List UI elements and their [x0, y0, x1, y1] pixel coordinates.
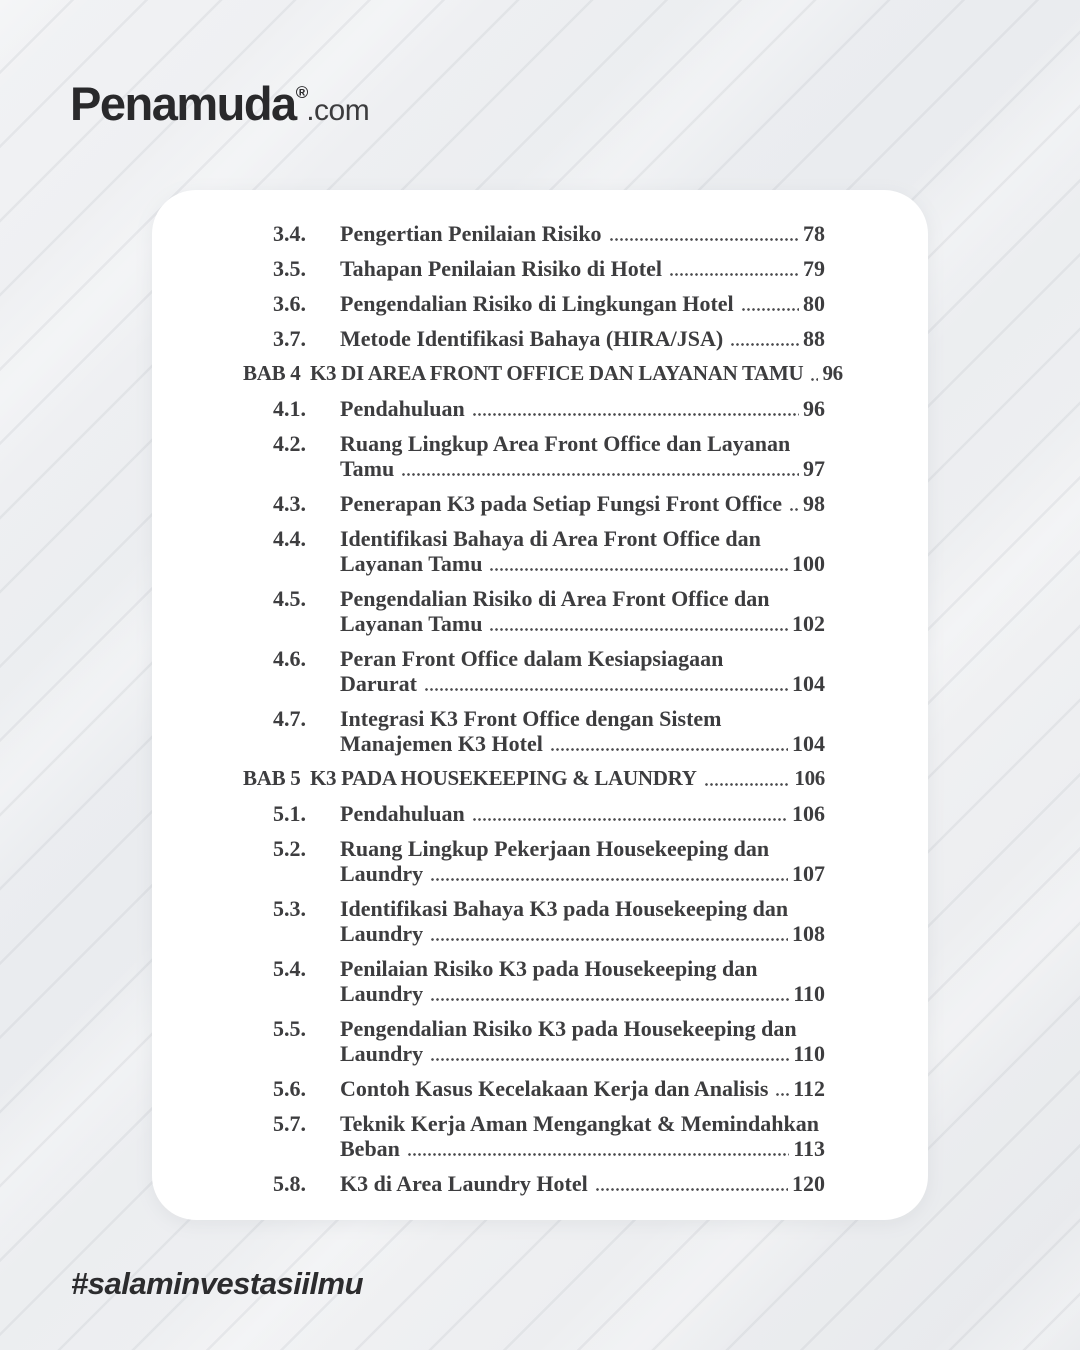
toc-entry-title: K3 di Area Laundry Hotel	[340, 1171, 588, 1196]
toc-entry-line	[273, 706, 825, 731]
toc-entry-number: 4.1.	[273, 396, 306, 421]
toc-entry-page-number: 79	[803, 256, 825, 281]
toc-entry-page-number: 80	[803, 291, 825, 316]
toc-entry-title: Pengendalian Risiko di Area Front Office dan	[340, 586, 770, 611]
toc-entry-page-number: 108	[792, 921, 825, 946]
toc-entry-title-continuation: Layanan Tamu	[340, 551, 483, 576]
toc-entry-title-continuation: Laundry	[340, 981, 424, 1006]
toc-entry-title: Ruang Lingkup Pekerjaan Housekeeping dan	[340, 836, 770, 861]
toc-entry-title: K3 PADA HOUSEKEEPING & LAUNDRY	[310, 766, 697, 790]
brand-name: Penamuda	[70, 77, 296, 130]
toc-entry-number: 4.7.	[273, 706, 306, 731]
registered-trademark-icon: ®	[295, 83, 309, 102]
toc-entry-title: Peran Front Office dalam Kesiapsiagaan	[340, 646, 724, 671]
toc-entry-page-number: 100	[792, 551, 825, 576]
dot-leader	[430, 986, 789, 1006]
toc-entry-line	[243, 361, 843, 386]
toc-entry-page-number: 96	[822, 361, 843, 385]
toc-entry-page-number: 98	[803, 491, 825, 516]
toc-entry-line	[273, 896, 825, 921]
toc-entry-line	[273, 836, 825, 861]
toc-entry-line-continuation	[273, 981, 825, 1006]
toc-entry-page-number: 96	[803, 396, 825, 421]
toc-entry-line	[273, 646, 825, 671]
toc-entry-page-number: 120	[792, 1171, 825, 1196]
toc-entry-page-number: 97	[803, 456, 825, 481]
dot-leader	[704, 771, 791, 791]
toc-entry-number: 4.6.	[273, 646, 306, 671]
toc-entry-row	[243, 801, 825, 826]
toc-entry-line	[273, 431, 825, 456]
toc-entry-line-continuation	[273, 551, 825, 576]
toc-entry-title: Metode Identifikasi Bahaya (HIRA/JSA)	[340, 326, 724, 351]
toc-entry-title: Identifikasi Bahaya K3 pada Housekeeping dan	[340, 896, 789, 921]
toc-entry-line-continuation	[273, 861, 825, 886]
toc-entry-number: BAB 5	[243, 766, 301, 790]
dot-leader	[472, 401, 799, 421]
toc-entry-number: 5.4.	[273, 956, 306, 981]
toc-entry-title: Teknik Kerja Aman Mengangkat & Memindahkan	[340, 1111, 819, 1136]
toc-entry-title: Penerapan K3 pada Setiap Fungsi Front Office	[340, 491, 783, 516]
toc-entry-line	[273, 1111, 825, 1136]
toc-entry-line-continuation	[273, 671, 825, 696]
toc-entry-row	[243, 326, 825, 351]
toc-entry-number: 4.5.	[273, 586, 306, 611]
toc-entry-row	[243, 396, 825, 421]
footer-hashtag: #salaminvestasiilmu	[71, 1266, 364, 1301]
toc-entry-title-continuation: Beban	[340, 1136, 400, 1161]
toc-card	[152, 190, 928, 1220]
toc-entry-page-number: 106	[794, 766, 825, 790]
toc-entry-line	[273, 396, 825, 421]
toc-entry-title: Pengertian Penilaian Risiko	[340, 221, 602, 246]
toc-entry-line	[243, 766, 825, 791]
toc-entry-row	[243, 221, 825, 246]
dot-leader	[595, 1176, 788, 1196]
toc-entry-page-number: 106	[792, 801, 825, 826]
toc-entry-row	[243, 1076, 825, 1101]
toc-entry-number: 5.8.	[273, 1171, 306, 1196]
toc-entry-title: Contoh Kasus Kecelakaan Kerja dan Analisis	[340, 1076, 769, 1101]
toc-entry-number: 5.3.	[273, 896, 306, 921]
toc-entry-row	[243, 1171, 825, 1196]
toc-entry-line	[273, 256, 825, 281]
toc-entry-number: 4.4.	[273, 526, 306, 551]
toc-entry-title-continuation: Laundry	[340, 861, 424, 886]
toc-entry-page-number: 110	[793, 981, 825, 1006]
toc-entry-row	[243, 646, 825, 696]
toc-entry-title: Tahapan Penilaian Risiko di Hotel	[340, 256, 662, 281]
toc-entry-row	[243, 1111, 825, 1161]
dot-leader	[401, 461, 799, 481]
dot-leader	[430, 926, 788, 946]
dot-leader	[424, 676, 788, 696]
toc-entry-title: Identifikasi Bahaya di Area Front Office dan	[340, 526, 761, 551]
toc-entry-title: Pendahuluan	[340, 396, 465, 421]
dot-leader	[489, 556, 788, 576]
toc-entry-number: 3.6.	[273, 291, 306, 316]
toc-entry-row	[243, 291, 825, 316]
brand-domain-suffix: .com	[306, 94, 370, 127]
toc-entry-number: 3.7.	[273, 326, 306, 351]
toc-entry-title-continuation: Darurat	[340, 671, 417, 696]
toc-entry-line-continuation	[273, 456, 825, 481]
toc-entry-line	[273, 1171, 825, 1196]
toc-entry-page-number: 113	[793, 1136, 825, 1161]
toc-entry-line	[273, 586, 825, 611]
toc-entry-page-number: 102	[792, 611, 825, 636]
toc-entry-row	[243, 836, 825, 886]
toc-entry-title-continuation: Tamu	[340, 456, 395, 481]
dot-leader	[489, 616, 788, 636]
toc-entry-title-continuation: Layanan Tamu	[340, 611, 483, 636]
toc-entry-number: BAB 4	[243, 361, 301, 385]
toc-entry-title: Ruang Lingkup Area Front Office dan Layanan	[340, 431, 791, 456]
dot-leader	[810, 366, 818, 386]
toc-entry-row	[243, 586, 825, 636]
toc-entry-title: K3 DI AREA FRONT OFFICE DAN LAYANAN TAMU	[310, 361, 804, 385]
toc-entry-line	[273, 326, 825, 351]
dot-leader	[730, 331, 799, 351]
toc-entry-number: 5.2.	[273, 836, 306, 861]
toc-chapter-row	[243, 766, 825, 791]
toc-entry-row	[243, 256, 825, 281]
toc-entry-line	[273, 291, 825, 316]
dot-leader	[430, 1046, 789, 1066]
toc-entry-row	[243, 896, 825, 946]
toc-entry-number: 3.5.	[273, 256, 306, 281]
dot-leader	[789, 496, 799, 516]
toc-entry-row	[243, 956, 825, 1006]
toc-entry-title-continuation: Laundry	[340, 1041, 424, 1066]
toc-entry-line	[273, 1016, 825, 1041]
toc-entry-line	[273, 221, 825, 246]
toc-entry-line-continuation	[273, 1136, 825, 1161]
toc-entry-page-number: 107	[792, 861, 825, 886]
toc-entry-line-continuation	[273, 611, 825, 636]
toc-entry-page-number: 104	[792, 731, 825, 756]
toc-entry-page-number: 78	[803, 221, 825, 246]
toc-entry-line	[273, 956, 825, 981]
dot-leader	[472, 806, 788, 826]
dot-leader	[775, 1081, 789, 1101]
toc-entry-line-continuation	[273, 731, 825, 756]
toc-entry-row	[243, 1016, 825, 1066]
brand-logo	[70, 76, 369, 131]
toc-entry-number: 5.7.	[273, 1111, 306, 1136]
toc-entry-row	[243, 431, 825, 481]
toc-entry-title-continuation: Laundry	[340, 921, 424, 946]
toc-entry-title: Pendahuluan	[340, 801, 465, 826]
toc-entry-row	[243, 526, 825, 576]
toc-list	[243, 221, 843, 1196]
toc-entry-title: Penilaian Risiko K3 pada Housekeeping dan	[340, 956, 758, 981]
toc-entry-title: Pengendalian Risiko di Lingkungan Hotel	[340, 291, 734, 316]
toc-entry-line	[273, 491, 825, 516]
toc-entry-line	[273, 1076, 825, 1101]
toc-entry-number: 4.3.	[273, 491, 306, 516]
toc-entry-title-continuation: Manajemen K3 Hotel	[340, 731, 543, 756]
toc-entry-line	[273, 801, 825, 826]
toc-entry-number: 5.5.	[273, 1016, 306, 1041]
toc-entry-row	[243, 491, 825, 516]
toc-entry-number: 4.2.	[273, 431, 306, 456]
toc-entry-page-number: 112	[793, 1076, 825, 1101]
toc-entry-title: Integrasi K3 Front Office dengan Sistem	[340, 706, 722, 731]
toc-entry-number: 5.1.	[273, 801, 306, 826]
toc-entry-row	[243, 706, 825, 756]
dot-leader	[669, 261, 799, 281]
toc-entry-number: 5.6.	[273, 1076, 306, 1101]
toc-entry-line-continuation	[273, 921, 825, 946]
toc-entry-page-number: 110	[793, 1041, 825, 1066]
toc-entry-line-continuation	[273, 1041, 825, 1066]
toc-entry-line	[273, 526, 825, 551]
dot-leader	[407, 1141, 789, 1161]
toc-entry-page-number: 88	[803, 326, 825, 351]
dot-leader	[741, 296, 799, 316]
toc-entry-page-number: 104	[792, 671, 825, 696]
toc-chapter-row	[243, 361, 843, 386]
toc-entry-number: 3.4.	[273, 221, 306, 246]
toc-entry-title: Pengendalian Risiko K3 pada Housekeeping dan	[340, 1016, 797, 1041]
dot-leader	[609, 226, 799, 246]
dot-leader	[430, 866, 788, 886]
dot-leader	[550, 736, 788, 756]
